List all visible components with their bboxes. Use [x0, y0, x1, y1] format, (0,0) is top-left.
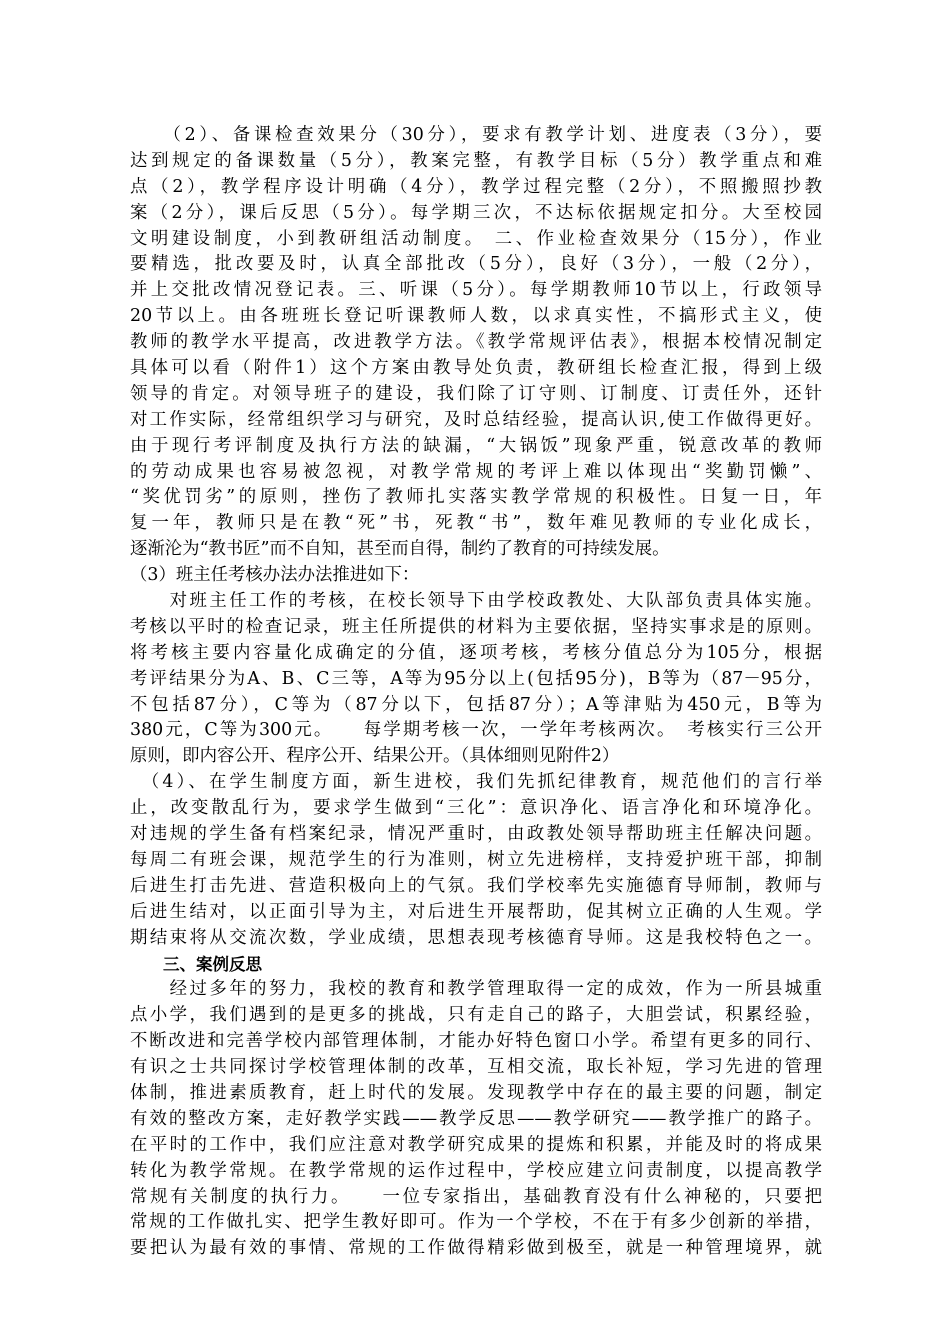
text-line: （4）、在学生制度方面，新生进校，我们先抓纪律教育，规范他们的言行举 — [130, 772, 822, 793]
text-line: 由于现行考评制度及执行方法的缺漏，“大锅饭”现象严重，锐意改革的教师 — [130, 435, 822, 456]
text-line: 案（2分），课后反思（5分）。每学期三次，不达标依据规定扣分。大至校园 — [130, 202, 822, 223]
text-line: 逐渐沦为“教书匠”而不自知，甚至而自得，制约了教育的可持续发展。 — [130, 539, 670, 560]
text-line: 20节以上。由各班班长登记听课教师人数，以求真实性，不搞形式主义，使 — [130, 306, 822, 327]
text-line: 后进生结对，以正面引导为主，对后进生开展帮助，促其树立正确的人生观。学 — [130, 901, 822, 922]
text-line: 考核以平时的检查记录，班主任所提供的材料为主要依据，坚持实事求是的原则。 — [130, 616, 822, 637]
text-line: 要精选，批改要及时，认真全部批改（5分），良好（3分），一般（2分）， — [130, 254, 822, 275]
text-line: 期结束将从交流次数，学业成绩，思想表现考核德育导师。这是我校特色之一。 — [130, 927, 822, 948]
text-line: 经过多年的努力，我校的教育和教学管理取得一定的成效，作为一所县城重 — [130, 979, 822, 1000]
text-line: （3）班主任考核办法办法推进如下： — [130, 565, 420, 586]
text-line: （2）、备课检查效果分（30分），要求有教学计划、进度表（3分），要 — [130, 125, 822, 145]
text-line: 复一年，教师只是在教“死”书，死教“书”，数年难见教师的专业化成长， — [130, 513, 822, 534]
text-line: 止，改变散乱行为，要求学生做到“三化”：意识净化、语言净化和环境净化。 — [130, 798, 822, 819]
text-line: 每周二有班会课，规范学生的行为准则，树立先进榜样，支持爱护班干部，抑制 — [130, 849, 822, 870]
text-line: 不断改进和完善学校内部管理体制，才能办好特色窗口小学。希望有更多的同行、 — [130, 1031, 822, 1052]
section-heading: 三、案例反思 — [130, 954, 262, 974]
text-line: 的劳动成果也容易被忽视，对教学常规的考评上难以体现出“奖勤罚懒”、 — [130, 461, 822, 482]
text-line: 考评结果分为A、B、C三等，A等为95分以上(包括95分)，B等为（87－95分， — [130, 668, 822, 689]
text-line: 转化为教学常规。在教学常规的运作过程中，学校应建立问责制度，以提高教学 — [130, 1160, 822, 1181]
text-line: 点（2），教学程序设计明确（4分），教学过程完整（2分），不照搬照抄教 — [130, 176, 822, 197]
text-line: 有识之士共同探讨学校管理体制的改革，互相交流，取长补短，学习先进的管理 — [130, 1057, 822, 1078]
text-line: 体制，推进素质教育，赶上时代的发展。发现教学中存在的最主要的问题，制定 — [130, 1082, 822, 1103]
text-line: 对班主任工作的考核，在校长领导下由学校政教处、大队部负责具体实施。 — [130, 591, 822, 612]
text-line: 对工作实际，经常组织学习与研究，及时总结经验，提高认识,使工作做得更好。 — [130, 409, 822, 430]
text-line: 具体可以看（附件1）这个方案由教导处负责，教研组长检查汇报，得到上级 — [130, 358, 822, 379]
text-line: 380元，C等为300元。 每学期考核一次，一学年考核两次。 考核实行三公开 — [130, 720, 822, 741]
text-line: 后进生打击先进、营造积极向上的气氛。我们学校率先实施德育导师制，教师与 — [130, 875, 822, 896]
text-line: 对违规的学生备有档案纪录，情况严重时，由政教处领导帮助班主任解决问题。 — [130, 824, 822, 845]
text-line: 将考核主要内容量化成确定的分值，逐项考核，考核分值总分为105分，根据 — [130, 642, 822, 663]
body-text — [130, 123, 822, 1262]
text-line: 并上交批改情况登记表。三、听课（5分）。每学期教师10节以上，行政领导 — [130, 280, 822, 301]
text-line: 文明建设制度，小到教研组活动制度。 二、作业检查效果分（15分），作业 — [130, 228, 822, 249]
text-line: 领导的肯定。对领导班子的建设，我们除了订守则、订制度、订责任外，还针 — [130, 383, 822, 404]
text-line: 常规有关制度的执行力。 一位专家指出，基础教育没有什么神秘的，只要把 — [130, 1186, 822, 1207]
text-line: 原则，即内容公开、程序公开、结果公开。（具体细则见附件2） — [130, 746, 620, 767]
text-line: 要把认为最有效的事情、常规的工作做得精彩做到极至，就是一种管理境界，就 — [130, 1238, 822, 1259]
text-line: 点小学，我们遇到的是更多的挑战，只有走自己的路子，大胆尝试，积累经验， — [130, 1005, 822, 1026]
text-line: 在平时的工作中，我们应注意对教学研究成果的提炼和积累，并能及时的将成果 — [130, 1134, 822, 1155]
text-line: “奖优罚劣”的原则，挫伤了教师扎实落实教学常规的积极性。日复一日，年 — [130, 487, 822, 508]
text-line: 教师的教学水平提高，改进教学方法。《教学常规评估表》，根据本校情况制定 — [130, 332, 822, 353]
text-line: 不包括87分），C等为（87分以下，包括87分）；A等津贴为450元，B等为 — [130, 694, 822, 715]
text-line: 常规的工作做扎实、把学生教好即可。作为一个学校，不在于有多少创新的举措， — [130, 1212, 822, 1233]
text-line: 达到规定的备课数量（5分），教案完整，有教学目标（5分）教学重点和难 — [130, 150, 822, 171]
text-line: 有效的整改方案，走好教学实践——教学反思——教学研究——教学推广的路子。 — [130, 1108, 822, 1129]
